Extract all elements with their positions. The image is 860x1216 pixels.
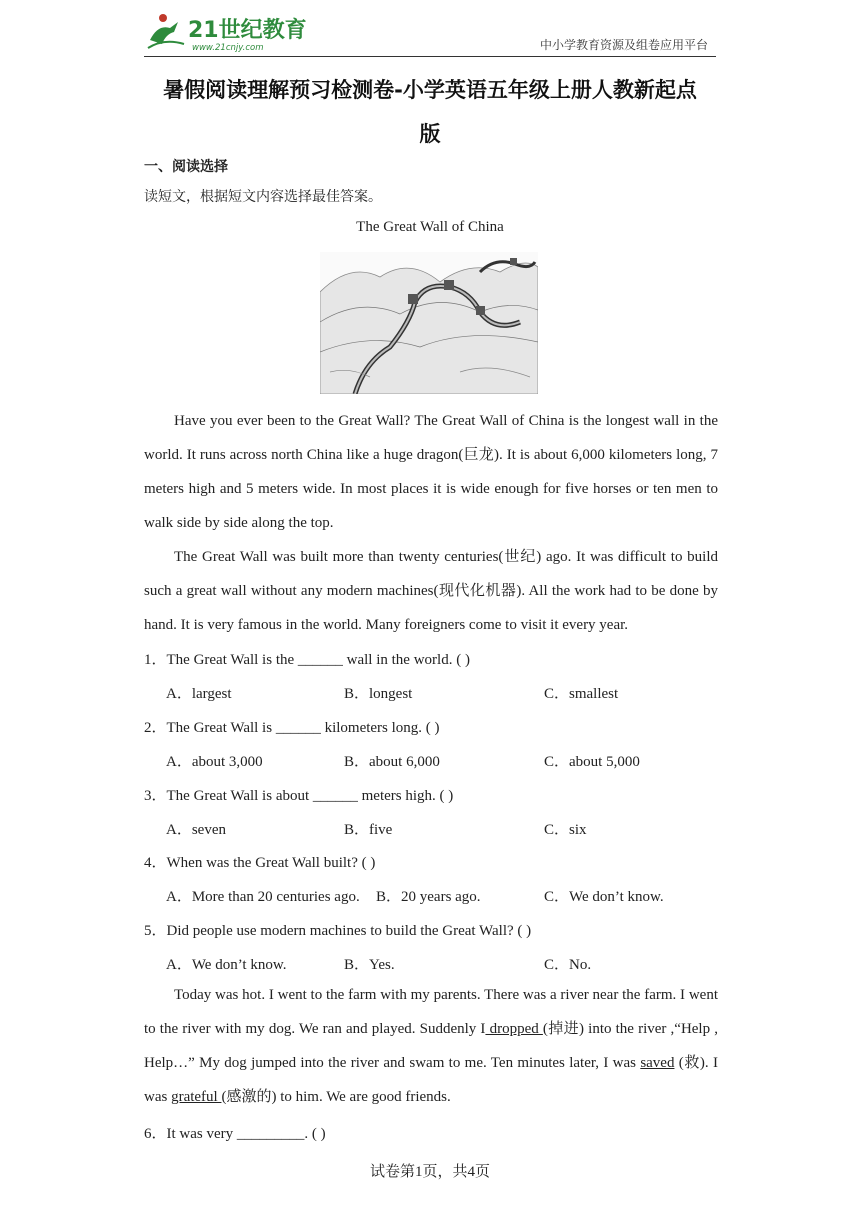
option-1c: C．smallest [544,686,619,702]
option-4b: B．20 years ago. [376,889,481,905]
logo-text: 21世纪教育 [188,18,307,43]
option-2b: B．about 6,000 [344,754,440,770]
paragraph-text: Have you ever been to the Great Wall? The Great Wall of China is the longest wall in the world. It runs across north China like a huge dragon(巨龙). It is about 6,000 kilometers long, 7 meters high and 5 meters wide. In most places it is wide enough for five horses or ten men to walk side by side along the top. [144,413,718,531]
great-wall-illustration [320,252,538,394]
question-2: 2．The Great Wall is ______ kilometers long. ( ) [144,720,440,736]
passage2-paragraph [144,978,718,1114]
page-title-line2: 版 [419,122,441,146]
paragraph-text: The Great Wall was built more than twenty centuries(世纪) ago. It was difficult to build such a great wall without any modern machines(现代化机器). All the work had to be done by hand. It is very famous in the world. Many foreigners come to visit it every year. [144,549,718,633]
passage2-text-2: (掉进) into the river ,“Help , Help…” My dog jumped into the river and swam to me. Ten minutes later, I was [144,1021,718,1071]
passage2-text-4: (感激的) to him. We are good friends. [221,1089,451,1105]
option-3c: C．six [544,822,587,838]
option-1a: A．largest [166,686,232,702]
option-4c: C．We don’t know. [544,889,664,905]
question-6: 6．It was very _________. ( ) [144,1126,326,1142]
option-3a: A．seven [166,822,226,838]
option-5a: A．We don’t know. [166,957,287,973]
logo-url: www.21cnjy.com [192,43,264,53]
passage-paragraph [144,540,718,642]
option-1b: B．longest [344,686,413,702]
question-5: 5．Did people use modern machines to build the Great Wall? ( ) [144,923,532,939]
section-heading: 一、阅读选择 [144,159,228,175]
option-4a: A．More than 20 centuries ago. [166,889,360,905]
option-2a: A．about 3,000 [166,754,263,770]
passage-title: The Great Wall of China [356,219,504,235]
21cnjy-logo [144,10,314,54]
passage2-text-3: (救). I was [144,1055,718,1105]
question-4: 4．When was the Great Wall built? ( ) [144,855,376,871]
option-3b: B．five [344,822,393,838]
passage2-text-1: Today was hot. I went to the farm with my parents. There was a river near the farm. I went to the river with my dog. We ran and played. Suddenly I [144,987,718,1037]
underlined-word-saved: saved [640,1055,675,1071]
page-footer: 试卷第1页，共4页 [369,1164,490,1180]
question-1: 1．The Great Wall is the ______ wall in the world. ( ) [144,652,470,668]
question-3: 3．The Great Wall is about ______ meters high. ( ) [144,788,454,804]
platform-name: 中小学教育资源及组卷应用平台 [539,38,708,52]
option-5b: B．Yes. [344,957,395,973]
underlined-word-dropped: dropped [485,1021,543,1037]
page-title-line1: 暑假阅读理解预习检测卷-小学英语五年级上册人教新起点 [163,78,697,102]
page-header [144,8,716,57]
underlined-word-grateful: grateful [171,1089,222,1105]
option-5c: C．No. [544,957,592,973]
section-instruction: 读短文，根据短文内容选择最佳答案。 [144,189,382,205]
option-2c: C．about 5,000 [544,754,640,770]
passage-paragraph [144,404,718,540]
